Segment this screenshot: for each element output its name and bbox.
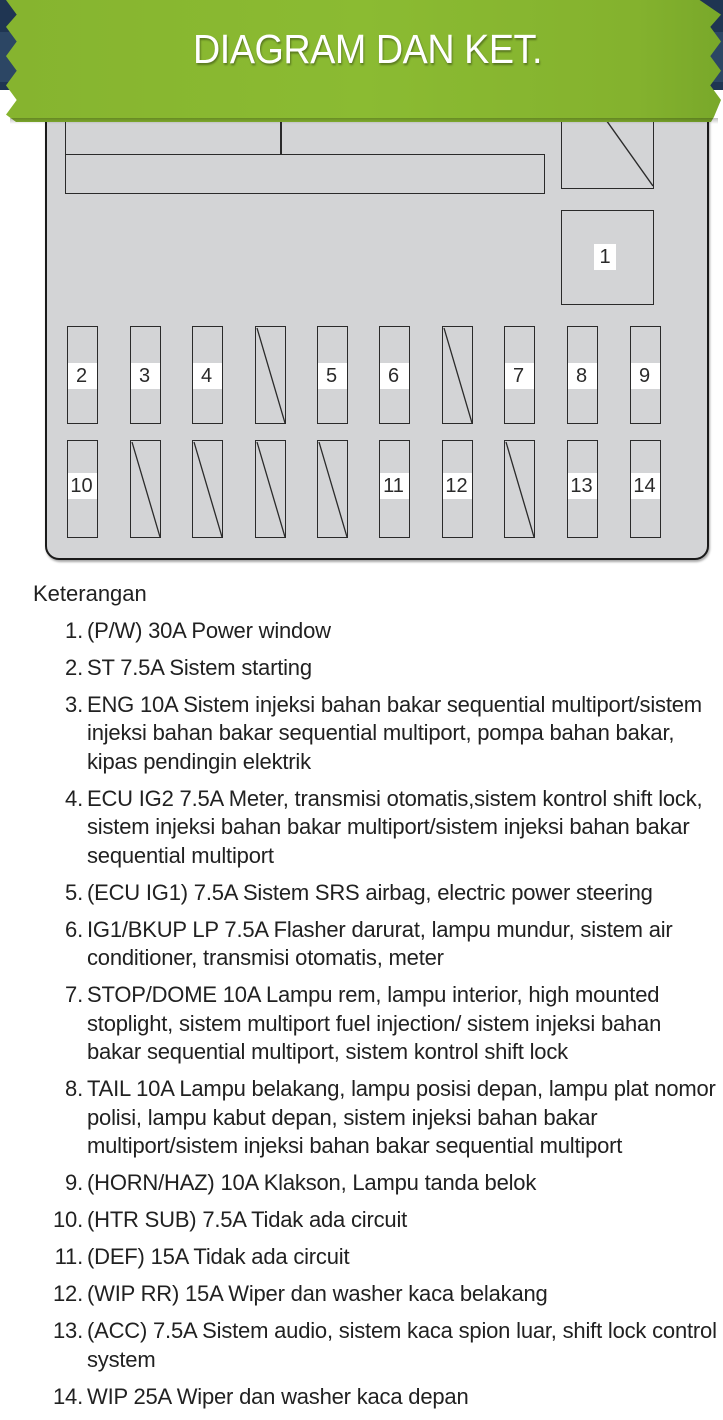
legend-text: IG1/BKUP LP 7.5A Flasher darurat, lampu mundur, sistem air conditioner, transmisi otomatis, meter [87, 916, 673, 970]
legend-text: (DEF) 15A Tidak ada circuit [87, 1244, 350, 1269]
legend-title: Keterangan [33, 581, 147, 606]
legend-item-5 [33, 879, 718, 908]
empty-slot-diagonal-icon [256, 441, 286, 538]
empty-fuse-slot [192, 440, 223, 538]
legend-text: (HORN/HAZ) 10A Klakson, Lampu tanda belok [87, 1170, 537, 1195]
fuse-label: 11 [379, 473, 409, 499]
legend-number: 10. [53, 1207, 83, 1232]
empty-slot-diagonal-icon [505, 441, 535, 538]
empty-fuse-slot [255, 440, 286, 538]
fuse-label: 14 [630, 473, 660, 499]
legend-number: 8. [65, 1076, 83, 1101]
ribbon-shadow [10, 118, 718, 124]
legend-item-11 [33, 1243, 718, 1272]
legend-number: 1. [65, 617, 83, 643]
fuse-5 [317, 326, 348, 424]
fuse-label: 12 [442, 473, 472, 499]
legend-list [33, 617, 718, 1412]
legend-item-7 [33, 981, 718, 1067]
empty-slot-diagonal-icon [256, 327, 286, 424]
legend-number: 2. [65, 654, 83, 680]
legend-number: 3. [65, 691, 83, 717]
legend-item-13 [33, 1317, 718, 1374]
legend-number: 12. [53, 1281, 83, 1306]
fuse-label: 3 [130, 363, 160, 389]
legend-text: ENG 10A Sistem injeksi bahan bakar sequential multiport/sistem injeksi bahan bakar sequential multiport, pompa bahan bakar, kipas pendingin elektrik [87, 691, 702, 774]
legend-section [33, 580, 718, 1420]
fuse-12 [442, 440, 473, 538]
fuse-8 [567, 326, 598, 424]
empty-slot-diagonal-icon [193, 441, 223, 538]
legend-item-4 [33, 785, 718, 871]
legend-item-10 [33, 1206, 718, 1235]
legend-text: (WIP RR) 15A Wiper dan washer kaca belakang [87, 1281, 548, 1306]
legend-item-12 [33, 1280, 718, 1309]
legend-number: 5. [65, 879, 83, 905]
fuse-label: 13 [567, 473, 597, 499]
empty-slot-diagonal-icon [443, 327, 473, 424]
fuse-11 [379, 440, 410, 538]
legend-text: ST 7.5A Sistem starting [87, 654, 312, 680]
fuse-2 [67, 326, 98, 424]
legend-number: 9. [65, 1170, 83, 1195]
fuse-6 [379, 326, 410, 424]
legend-number: 6. [65, 916, 83, 942]
fuse-4 [192, 326, 223, 424]
fuse-label: 10 [67, 473, 97, 499]
fuse-label: 4 [192, 363, 222, 389]
legend-item-8 [33, 1075, 718, 1161]
fuse-label: 7 [504, 363, 534, 389]
fuse-9 [630, 326, 661, 424]
page-title: DIAGRAM DAN KET. [193, 26, 542, 72]
fuse-1-large [561, 210, 654, 305]
legend-item-6 [33, 916, 718, 973]
empty-fuse-slot [255, 326, 286, 424]
fuse-label: 2 [67, 363, 97, 389]
legend-item-14 [33, 1383, 718, 1412]
fuse-14 [630, 440, 661, 538]
fuse-7 [504, 326, 535, 424]
legend-item-9 [33, 1169, 718, 1198]
empty-fuse-slot [442, 326, 473, 424]
legend-item-1 [33, 617, 718, 646]
empty-fuse-slot [504, 440, 535, 538]
legend-number: 14. [53, 1383, 83, 1409]
legend-text: WIP 25A Wiper dan washer kaca depan [87, 1383, 469, 1409]
legend-text: (P/W) 30A Power window [87, 617, 331, 643]
legend-text: (ACC) 7.5A Sistem audio, sistem kaca spion luar, shift lock control system [87, 1318, 717, 1372]
fuse-label: 9 [630, 363, 660, 389]
fuse-3 [130, 326, 161, 424]
fuse-10 [67, 440, 98, 538]
fuse-label: 8 [567, 363, 597, 389]
legend-item-3 [33, 691, 718, 777]
empty-fuse-slot [317, 440, 348, 538]
empty-slot-diagonal-icon [131, 441, 161, 538]
empty-fuse-slot [130, 440, 161, 538]
legend-number: 11. [54, 1244, 83, 1269]
legend-text: (HTR SUB) 7.5A Tidak ada circuit [87, 1207, 408, 1232]
long-relay-slot [65, 154, 545, 194]
empty-slot-diagonal-icon [318, 441, 348, 538]
fuse-label: 6 [379, 363, 409, 389]
fuse-label: 5 [317, 363, 347, 389]
legend-text: TAIL 10A Lampu belakang, lampu posisi depan, lampu plat nomor polisi, lampu kabut depan, sistem injeksi bahan bakar multiport/sistem injeksi bahan bakar sequential multiport [87, 1076, 716, 1158]
legend-text: STOP/DOME 10A Lampu rem, lampu interior, high mounted stoplight, sistem multiport fuel injection/ sistem injeksi bahan bakar sequential multiport, sistem kontrol shift lock [87, 982, 662, 1064]
fuse-box-diagram [45, 60, 709, 560]
fuse-1-label: 1 [594, 244, 616, 270]
legend-text: ECU IG2 7.5A Meter, transmisi otomatis,sistem kontrol shift lock, sistem injeksi bahan bakar multiport/sistem injeksi bahan bakar sequential multiport [87, 785, 703, 868]
fuse-13 [567, 440, 598, 538]
legend-number: 13. [53, 1318, 83, 1343]
legend-number: 7. [65, 982, 83, 1007]
legend-text: (ECU IG1) 7.5A Sistem SRS airbag, electric power steering [87, 879, 653, 905]
legend-number: 4. [65, 785, 83, 811]
legend-item-2 [33, 654, 718, 683]
